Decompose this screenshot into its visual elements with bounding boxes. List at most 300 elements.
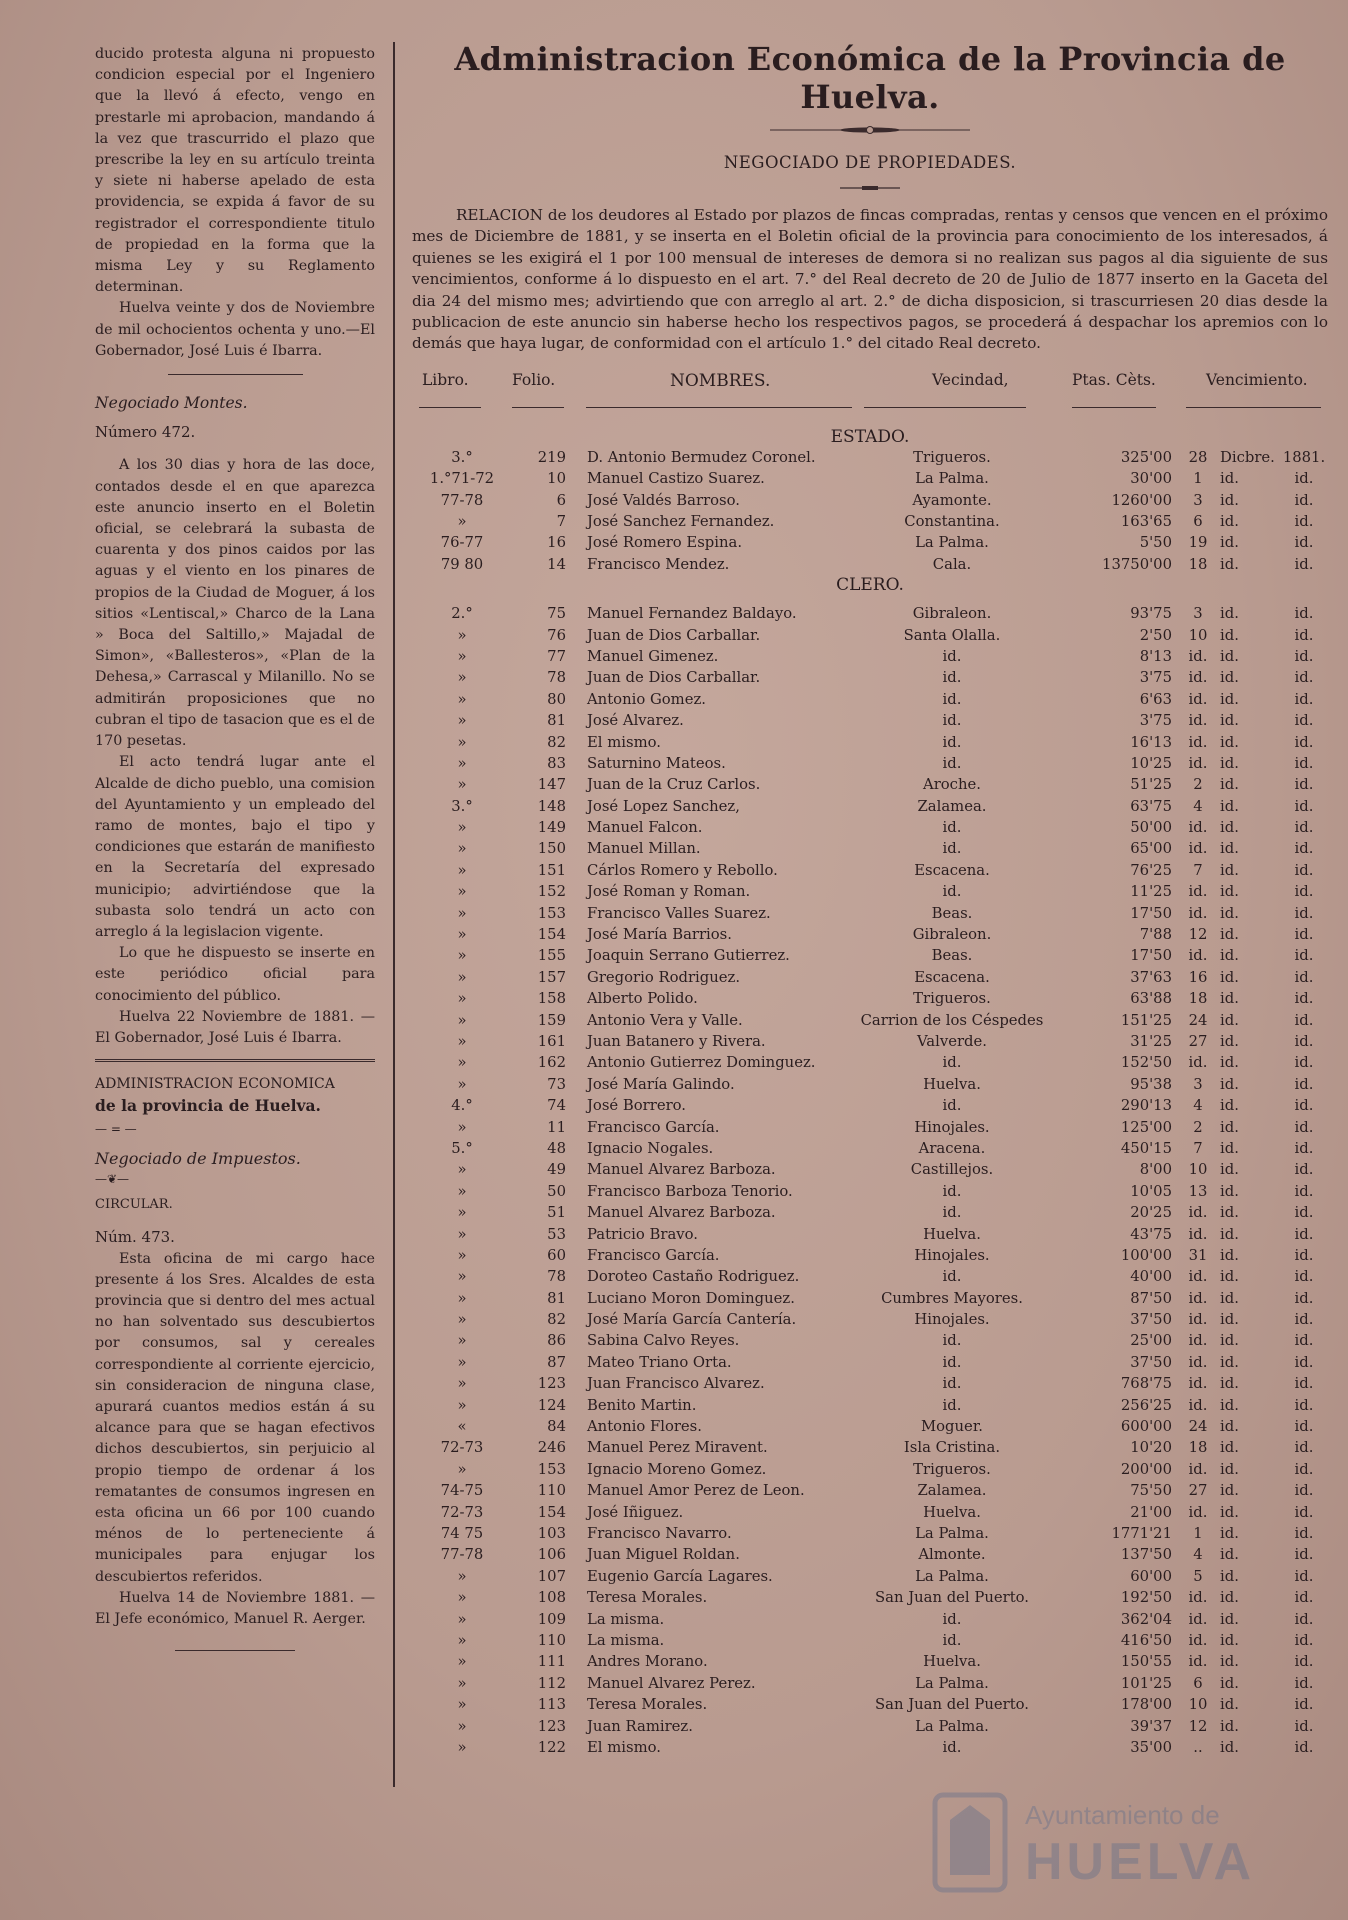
cell-dia: id. <box>1188 1503 1208 1521</box>
cell-importe: 101'25 <box>1120 1674 1172 1692</box>
cell-nombre: Francisco García. <box>587 1118 720 1136</box>
cell-libro: » <box>457 1610 467 1628</box>
cell-nombre: Eugenio García Lagares. <box>587 1567 773 1585</box>
table-row <box>412 1737 1328 1758</box>
cell-anio: id. <box>1294 947 1314 965</box>
table-row <box>412 1437 1328 1458</box>
table-row <box>412 1694 1328 1715</box>
cell-folio: 124 <box>537 1396 566 1414</box>
cell-anio: id. <box>1294 861 1314 879</box>
cell-dia: 18 <box>1188 555 1208 573</box>
cell-dia: 3 <box>1193 1075 1203 1093</box>
cell-dia: 5 <box>1193 1567 1203 1585</box>
cell-libro: » <box>457 1011 467 1029</box>
cell-vecindad: Trigueros. <box>913 1460 991 1478</box>
ornament: — = — <box>95 1121 137 1136</box>
cell-dia: 4 <box>1193 797 1203 815</box>
cell-importe: 151'25 <box>1120 1011 1172 1029</box>
cell-dia: id. <box>1188 840 1208 858</box>
cell-mes: id. <box>1220 1246 1239 1264</box>
cell-libro: » <box>457 733 467 751</box>
cell-libro: » <box>457 1717 467 1735</box>
cell-folio: 80 <box>547 690 566 708</box>
divider <box>175 1650 295 1651</box>
cell-nombre: La misma. <box>587 1631 665 1649</box>
cell-nombre: Antonio Vera y Valle. <box>587 1011 743 1029</box>
cell-nombre: Manuel Alvarez Barboza. <box>587 1161 776 1179</box>
table-row <box>412 1245 1328 1266</box>
cell-importe: 21'00 <box>1130 1503 1172 1521</box>
cell-anio: id. <box>1294 797 1314 815</box>
cell-vecindad: id. <box>942 1332 962 1350</box>
col-header-libro: Libro. <box>422 370 469 389</box>
cell-folio: 123 <box>537 1717 566 1735</box>
cell-folio: 159 <box>537 1011 566 1029</box>
cell-anio: id. <box>1294 904 1314 922</box>
cell-mes: id. <box>1220 1460 1239 1478</box>
cell-anio: id. <box>1294 1717 1314 1735</box>
cell-dia: 4 <box>1193 1546 1203 1564</box>
cell-mes: id. <box>1220 1738 1239 1756</box>
cell-nombre: Teresa Morales. <box>587 1589 708 1607</box>
cell-nombre: José María Barrios. <box>587 926 732 944</box>
cell-dia: id. <box>1188 1610 1208 1628</box>
cell-mes: id. <box>1220 968 1239 986</box>
cell-nombre: Manuel Millan. <box>587 840 701 858</box>
cell-libro: » <box>457 776 467 794</box>
cell-folio: 106 <box>537 1546 566 1564</box>
cell-nombre: Ignacio Nogales. <box>587 1139 714 1157</box>
cell-dia: 7 <box>1193 861 1203 879</box>
cell-importe: 125'00 <box>1120 1118 1172 1136</box>
cell-anio: id. <box>1294 1482 1314 1500</box>
cell-importe: 35'00 <box>1130 1738 1172 1756</box>
cell-dia: 18 <box>1188 990 1208 1008</box>
cell-vecindad: Constantina. <box>904 513 1000 531</box>
cell-folio: 122 <box>537 1738 566 1756</box>
cell-importe: 43'75 <box>1130 1225 1172 1243</box>
cell-importe: 10'25 <box>1130 754 1172 772</box>
cell-mes: id. <box>1220 1054 1239 1072</box>
cell-folio: 78 <box>547 669 566 687</box>
cell-nombre: El mismo. <box>587 733 661 751</box>
cell-dia: id. <box>1188 754 1208 772</box>
cell-vecindad: Valverde. <box>916 1033 987 1050</box>
cell-mes: id. <box>1220 776 1239 794</box>
cell-folio: 10 <box>547 470 566 488</box>
cell-nombre: Manuel Amor Perez de Leon. <box>587 1482 805 1500</box>
cell-folio: 86 <box>547 1332 566 1350</box>
cell-vecindad: id. <box>942 883 962 901</box>
table-row <box>412 646 1328 667</box>
intro-paragraph: RELACION de los deudores al Estado por plazos de fincas compradas, rentas y censos que vencen en el próximo mes de Diciembre de 1881, y se inserta en el Boletin oficial de la provincia para conocimiento de los interesados, á quienes se les exigirá el 1 por 100 mensual de intereses de demora si no realizan sus pagos al dia siguiente de sus vencimientos, conforme á lo dispuesto en el art. 7.° del Real decreto de 20 de Julio de 1877 inserto en la Gaceta del dia 24 del mismo mes; advirtiendo que con arreglo al art. 2.° de dicha disposicion, si trascurriesen 20 dias desde la publicacion de este anuncio sin haberse hecho los respectivos pagos, se procederá á despachar los apremios con lo demás que haya lugar, de conformidad con el artículo 1.° del citado Real decreto. <box>412 206 1328 353</box>
table-row <box>412 1138 1328 1159</box>
cell-dia: 3 <box>1193 605 1203 623</box>
cell-vecindad: Cala. <box>932 555 972 573</box>
text-paragraph: ducido protesta alguna ni propuesto condicion especial por el Ingeniero que la llevó á efecto, vengo en prestarle mi aprobacion, mandando á la vez que trascurrido el plazo que prescribe la ley en su artículo treinta y siete ni haberse apelado de esta providencia, se expida á favor de su registrador el correspondiente titulo de propiedad en la forma que la misma Ley y su Reglamento determinan. <box>95 46 375 296</box>
cell-dia: id. <box>1188 1589 1208 1607</box>
cell-mes: id. <box>1220 990 1239 1008</box>
cell-importe: 150'55 <box>1120 1653 1172 1671</box>
cell-folio: 151 <box>537 861 566 879</box>
cell-dia: id. <box>1188 647 1208 665</box>
cell-vecindad: Hinojales. <box>914 1246 990 1264</box>
cell-folio: 246 <box>537 1439 566 1457</box>
cell-mes: id. <box>1220 1610 1239 1628</box>
cell-nombre: Antonio Gutierrez Dominguez. <box>587 1054 816 1072</box>
left-column <box>95 44 375 1651</box>
cell-libro: » <box>457 1653 467 1671</box>
cell-anio: id. <box>1294 754 1314 772</box>
section-clero: CLERO. <box>836 575 904 596</box>
cell-importe: 16'13 <box>1130 733 1172 751</box>
cell-vecindad: La Palma. <box>915 1674 989 1692</box>
cell-folio: 83 <box>547 754 566 772</box>
cell-libro: » <box>457 754 467 772</box>
cell-dia: id. <box>1188 947 1208 965</box>
cell-nombre: Andres Morano. <box>587 1653 708 1671</box>
table-row <box>412 1373 1328 1394</box>
cell-folio: 162 <box>537 1054 566 1072</box>
cell-anio: id. <box>1294 1524 1314 1542</box>
cell-anio: id. <box>1294 1503 1314 1521</box>
cell-nombre: Manuel Falcon. <box>587 819 703 837</box>
cell-folio: 152 <box>537 883 566 901</box>
cell-libro: » <box>457 1396 467 1414</box>
table-row <box>412 1330 1328 1351</box>
cell-libro: » <box>457 1375 467 1393</box>
table-row <box>412 532 1328 553</box>
cell-mes: id. <box>1220 1033 1239 1050</box>
table-row <box>412 1224 1328 1245</box>
cell-folio: 147 <box>537 776 566 794</box>
cell-nombre: Benito Martin. <box>587 1396 697 1414</box>
cell-nombre: Manuel Alvarez Barboza. <box>587 1204 776 1222</box>
cell-vecindad: Trigueros. <box>913 990 991 1008</box>
cell-mes: id. <box>1220 1097 1239 1115</box>
cell-vecindad: Trigueros. <box>913 448 991 466</box>
cell-libro: 2.° <box>451 605 473 623</box>
cell-importe: 63'88 <box>1130 990 1172 1008</box>
cell-anio: id. <box>1294 1075 1314 1093</box>
cell-anio: id. <box>1294 1567 1314 1585</box>
divider <box>168 374 303 375</box>
cell-importe: 200'00 <box>1120 1460 1172 1478</box>
table-row <box>412 817 1328 838</box>
cell-folio: 123 <box>537 1375 566 1393</box>
table-row <box>412 924 1328 945</box>
cell-folio: 78 <box>547 1268 566 1286</box>
cell-vecindad: id. <box>942 669 962 687</box>
cell-mes: id. <box>1220 754 1239 772</box>
cell-mes: id. <box>1220 1396 1239 1414</box>
cell-libro: 3.° <box>451 797 473 815</box>
cell-vecindad: La Palma. <box>915 534 989 552</box>
cell-folio: 107 <box>537 1567 566 1585</box>
cell-folio: 51 <box>547 1204 566 1222</box>
cell-anio: id. <box>1294 1738 1314 1756</box>
cell-mes: id. <box>1220 470 1239 488</box>
cell-folio: 154 <box>537 1503 566 1521</box>
cell-libro: » <box>457 1738 467 1756</box>
cell-mes: id. <box>1220 1567 1239 1585</box>
cell-anio: id. <box>1294 1439 1314 1457</box>
cell-libro: 74 75 <box>440 1524 484 1542</box>
cell-dia: id. <box>1188 1460 1208 1478</box>
cell-mes: id. <box>1220 1653 1239 1671</box>
cell-folio: 81 <box>547 1289 566 1307</box>
table-row <box>412 1095 1328 1116</box>
cell-mes: id. <box>1220 1161 1239 1179</box>
cell-dia: id. <box>1188 669 1208 687</box>
cell-importe: 10'20 <box>1130 1439 1172 1457</box>
cell-anio: id. <box>1294 1118 1314 1136</box>
cell-dia: 10 <box>1188 1161 1208 1179</box>
header-rule <box>1186 407 1321 408</box>
cell-importe: 137'50 <box>1120 1546 1172 1564</box>
text-paragraph: Huelva veinte y dos de Noviembre de mil ochocientos ochenta y uno.—El Gobernador, José Luis é Ibarra. <box>95 300 375 359</box>
cell-anio: id. <box>1294 1268 1314 1286</box>
cell-anio: id. <box>1294 1054 1314 1072</box>
cell-anio: id. <box>1294 1375 1314 1393</box>
cell-libro: » <box>457 1674 467 1692</box>
cell-dia: 3 <box>1193 491 1203 509</box>
office-heading: ADMINISTRACION ECONOMICA <box>95 1076 335 1093</box>
cell-folio: 154 <box>537 926 566 944</box>
circular-label: CIRCULAR. <box>95 1197 173 1213</box>
cell-nombre: Cárlos Romero y Rebollo. <box>587 861 778 879</box>
cell-vecindad: id. <box>942 712 962 730</box>
cell-mes: id. <box>1220 647 1239 665</box>
cell-vecindad: Escacena. <box>914 968 990 986</box>
cell-libro: » <box>457 861 467 879</box>
cell-nombre: Ignacio Moreno Gomez. <box>587 1460 767 1478</box>
cell-dia: id. <box>1188 1353 1208 1371</box>
table-row <box>412 603 1328 624</box>
cell-anio: id. <box>1294 1418 1314 1436</box>
cell-folio: 6 <box>556 491 566 509</box>
table-row <box>412 511 1328 532</box>
cell-nombre: José Borrero. <box>587 1097 687 1115</box>
cell-importe: 17'50 <box>1130 904 1172 922</box>
cell-vecindad: id. <box>942 819 962 837</box>
cell-nombre: José Roman y Roman. <box>587 883 751 901</box>
cell-anio: id. <box>1294 555 1314 573</box>
cell-importe: 1771'21 <box>1111 1524 1172 1542</box>
cell-importe: 5'50 <box>1139 534 1172 552</box>
cell-vecindad: Aroche. <box>923 776 981 794</box>
cell-nombre: Patricio Bravo. <box>587 1225 698 1243</box>
cell-nombre: Manuel Perez Miravent. <box>587 1439 768 1457</box>
cell-mes: id. <box>1220 1204 1239 1222</box>
cell-importe: 362'04 <box>1120 1610 1172 1628</box>
cell-vecindad: Zalamea. <box>917 1482 987 1500</box>
watermark-text: Ayuntamiento de <box>1025 1800 1220 1830</box>
cell-nombre: José Iñiguez. <box>587 1503 684 1521</box>
cell-libro: » <box>457 1075 467 1093</box>
cell-vecindad: Gibraleon. <box>912 605 992 623</box>
cell-libro: 76-77 <box>440 534 484 552</box>
cell-mes: id. <box>1220 840 1239 858</box>
cell-mes: id. <box>1220 605 1239 623</box>
cell-dia: id. <box>1188 1289 1208 1307</box>
cell-mes: id. <box>1220 1503 1239 1521</box>
announcement-number: Número 472. <box>95 423 196 442</box>
table-row <box>412 447 1328 468</box>
table-row <box>412 667 1328 688</box>
cell-importe: 87'50 <box>1130 1289 1172 1307</box>
cell-mes: id. <box>1220 534 1239 552</box>
cell-vecindad: id. <box>942 1396 962 1414</box>
section-heading: Negociado Montes. <box>95 394 248 413</box>
table-row <box>412 1609 1328 1630</box>
cell-anio: id. <box>1294 1653 1314 1671</box>
cell-libro: » <box>457 1631 467 1649</box>
cell-folio: 73 <box>547 1075 566 1093</box>
clero-table <box>412 603 1328 1758</box>
cell-folio: 103 <box>537 1524 566 1542</box>
cell-dia: 27 <box>1188 1482 1208 1500</box>
cell-mes: id. <box>1220 861 1239 879</box>
cell-folio: 50 <box>547 1182 566 1200</box>
table-row <box>412 881 1328 902</box>
cell-vecindad: Castillejos. <box>910 1161 994 1179</box>
cell-libro: » <box>457 690 467 708</box>
cell-vecindad: id. <box>942 690 962 708</box>
cell-folio: 14 <box>547 555 566 573</box>
table-row <box>412 1074 1328 1095</box>
cell-mes: id. <box>1220 1011 1239 1029</box>
cell-nombre: Francisco Navarro. <box>587 1524 732 1542</box>
cell-folio: 76 <box>547 626 566 644</box>
header-rule <box>586 407 852 408</box>
cell-libro: » <box>457 883 467 901</box>
cell-dia: 24 <box>1188 1418 1208 1436</box>
cell-libro: » <box>457 626 467 644</box>
table-row <box>412 710 1328 731</box>
cell-vecindad: id. <box>942 1204 962 1222</box>
cell-anio: id. <box>1294 1289 1314 1307</box>
cell-importe: 76'25 <box>1130 861 1172 879</box>
cell-vecindad: San Juan del Puerto. <box>875 1696 1029 1714</box>
cell-vecindad: Santa Olalla. <box>903 626 1001 644</box>
cell-mes: id. <box>1220 1631 1239 1649</box>
cell-folio: 11 <box>547 1118 566 1136</box>
section-heading: Negociado de Impuestos. <box>95 1148 301 1168</box>
cell-importe: 163'65 <box>1120 513 1172 531</box>
table-row <box>412 1010 1328 1031</box>
watermark-text: HUELVA <box>1025 1833 1256 1891</box>
cell-nombre: Francisco García. <box>587 1246 720 1264</box>
cell-dia: 4 <box>1193 1097 1203 1115</box>
cell-folio: 113 <box>537 1696 566 1714</box>
cell-mes: id. <box>1220 819 1239 837</box>
cell-anio: id. <box>1294 1546 1314 1564</box>
table-row <box>412 1459 1328 1480</box>
cell-folio: 108 <box>537 1589 566 1607</box>
cell-vecindad: Gibraleon. <box>912 926 992 944</box>
cell-libro: » <box>457 990 467 1008</box>
cell-nombre: José Valdés Barroso. <box>587 491 740 509</box>
cell-nombre: Sabina Calvo Reyes. <box>587 1332 740 1350</box>
cell-folio: 112 <box>537 1674 566 1692</box>
cell-dia: id. <box>1188 1268 1208 1286</box>
table-row <box>412 1630 1328 1651</box>
cell-importe: 768'75 <box>1120 1375 1172 1393</box>
cell-folio: 161 <box>537 1033 566 1050</box>
cell-dia: 18 <box>1188 1439 1208 1457</box>
cell-nombre: Doroteo Castaño Rodriguez. <box>587 1268 800 1286</box>
cell-importe: 51'25 <box>1130 776 1172 794</box>
cell-importe: 450'15 <box>1120 1139 1172 1157</box>
cell-folio: 155 <box>537 947 566 965</box>
cell-importe: 60'00 <box>1130 1567 1172 1585</box>
cell-importe: 8'13 <box>1139 647 1172 665</box>
cell-anio: id. <box>1294 1460 1314 1478</box>
cell-libro: » <box>457 1033 467 1050</box>
cell-dia: id. <box>1188 1375 1208 1393</box>
cell-folio: 110 <box>537 1631 566 1649</box>
cell-anio: id. <box>1294 626 1314 644</box>
cell-importe: 25'00 <box>1130 1332 1172 1350</box>
cell-libro: 5.° <box>451 1139 473 1157</box>
col-header-nombres: NOMBRES. <box>670 370 771 391</box>
title-ornament <box>412 120 1328 139</box>
cell-folio: 16 <box>547 534 566 552</box>
cell-folio: 149 <box>537 819 566 837</box>
cell-nombre: Juan de Dios Carballar. <box>587 669 761 687</box>
cell-libro: 72-73 <box>440 1503 484 1521</box>
cell-dia: 6 <box>1193 1674 1203 1692</box>
cell-vecindad: San Juan del Puerto. <box>875 1589 1029 1607</box>
cell-folio: 84 <box>547 1418 566 1436</box>
cell-anio: id. <box>1294 605 1314 623</box>
cell-folio: 110 <box>537 1482 566 1500</box>
table-row <box>412 1159 1328 1180</box>
cell-mes: id. <box>1220 1225 1239 1243</box>
cell-nombre: Juan Miguel Roldan. <box>587 1546 740 1564</box>
cell-vecindad: Moguer. <box>921 1418 983 1436</box>
table-row <box>412 1566 1328 1587</box>
cell-folio: 158 <box>537 990 566 1008</box>
cell-anio: id. <box>1294 883 1314 901</box>
cell-nombre: Juan Ramirez. <box>587 1717 693 1735</box>
table-row <box>412 1544 1328 1565</box>
table-row <box>412 1181 1328 1202</box>
cell-dia: id. <box>1188 1653 1208 1671</box>
column-divider <box>393 42 395 1787</box>
cell-nombre: Alberto Polido. <box>587 990 698 1008</box>
cell-dia: id. <box>1188 883 1208 901</box>
header-rule <box>864 407 1026 408</box>
cell-mes: id. <box>1220 1482 1239 1500</box>
cell-nombre: José María Galindo. <box>587 1075 735 1093</box>
cell-vecindad: La Palma. <box>915 1567 989 1585</box>
cell-dia: .. <box>1193 1738 1203 1756</box>
cell-nombre: Francisco Mendez. <box>587 555 730 573</box>
cell-vecindad: id. <box>942 733 962 751</box>
cell-importe: 3'75 <box>1139 669 1172 687</box>
cell-folio: 81 <box>547 712 566 730</box>
cell-anio: id. <box>1294 1353 1314 1371</box>
cell-anio: id. <box>1294 819 1314 837</box>
table-row <box>412 625 1328 646</box>
cell-vecindad: Zalamea. <box>917 797 987 815</box>
cell-anio: id. <box>1294 1696 1314 1714</box>
cell-nombre: D. Antonio Bermudez Coronel. <box>587 448 816 466</box>
cell-libro: » <box>457 513 467 531</box>
table-row <box>412 945 1328 966</box>
